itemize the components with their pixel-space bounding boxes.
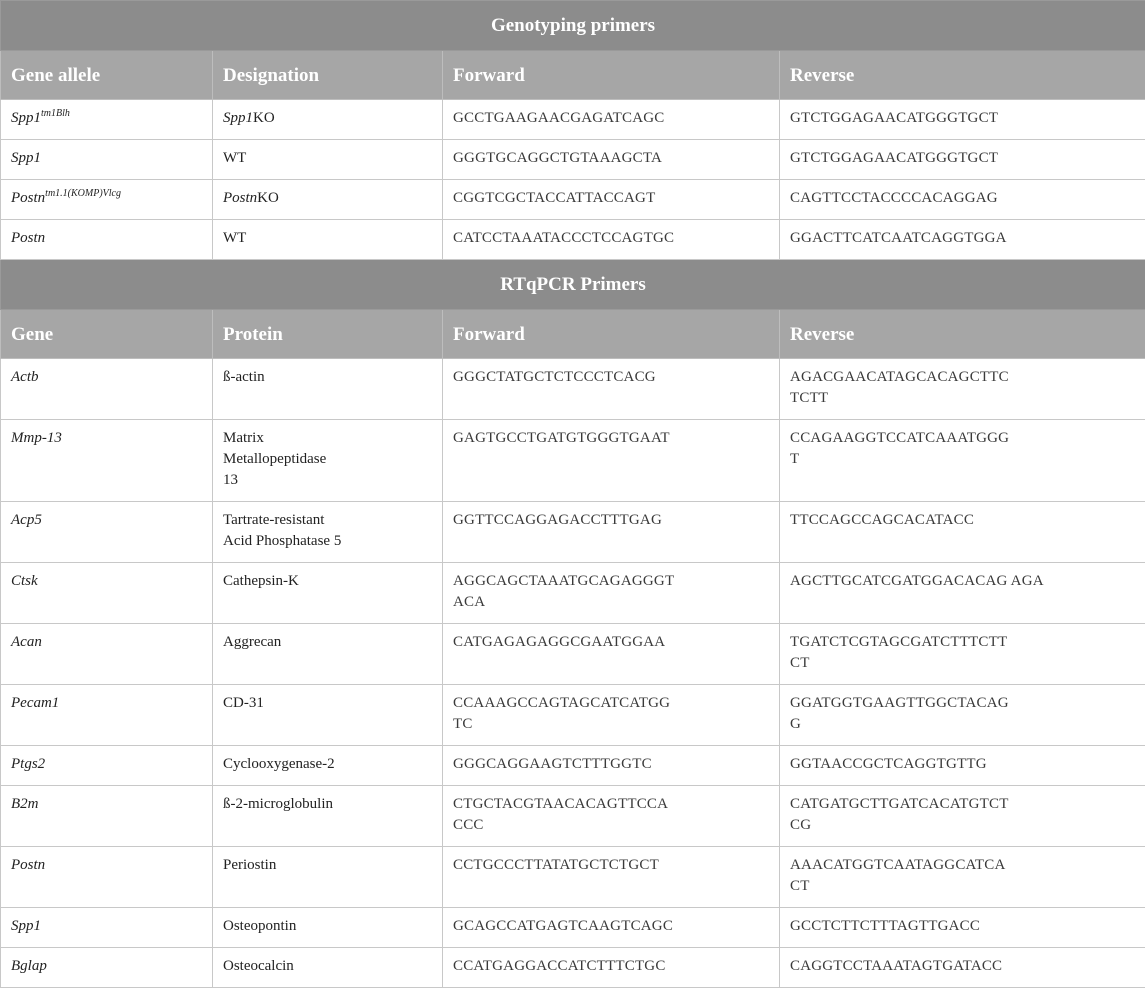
reverse-primer-cell xyxy=(780,685,1145,746)
protein-name: Aggrecan xyxy=(223,634,281,650)
reverse-primer-cell xyxy=(780,100,1145,140)
forward-primer-cell xyxy=(443,685,780,746)
reverse-sequence: TCTT xyxy=(790,390,828,406)
column-header: Reverse xyxy=(780,51,1145,100)
protein-name: Periostin xyxy=(223,857,276,873)
rtqpcr-title-row xyxy=(1,260,1145,310)
gene-name: Actb xyxy=(11,369,39,385)
reverse-sequence: GGTAACCGCTCAGGTGTTG xyxy=(790,756,987,772)
forward-primer-cell xyxy=(443,746,780,786)
reverse-primer-cell xyxy=(780,180,1145,220)
rtqpcr-header-row xyxy=(1,310,1145,359)
column-header: Designation xyxy=(213,51,443,100)
designation-suffix: WT xyxy=(223,150,246,166)
forward-primer-cell xyxy=(443,847,780,908)
forward-sequence: AGGCAGCTAAATGCAGAGGGT xyxy=(453,573,674,589)
forward-primer-cell xyxy=(443,563,780,624)
protein-name: Acid Phosphatase 5 xyxy=(223,533,341,549)
protein-name: CD-31 xyxy=(223,695,264,711)
protein-name: ß-2-microglobulin xyxy=(223,796,333,812)
column-header: Gene xyxy=(1,310,213,359)
designation-gene: Postn xyxy=(223,190,257,206)
gene-name: Spp1 xyxy=(11,918,41,934)
forward-sequence: CCC xyxy=(453,817,484,833)
reverse-sequence: AAACATGGTCAATAGGCATCA xyxy=(790,857,1006,873)
reverse-sequence: GCCTCTTCTTTAGTTGACC xyxy=(790,918,980,934)
gene-cell xyxy=(1,847,213,908)
forward-primer-cell xyxy=(443,908,780,948)
designation-suffix: KO xyxy=(257,190,279,206)
forward-primer-cell xyxy=(443,786,780,847)
forward-sequence: CCAAAGCCAGTAGCATCATGG xyxy=(453,695,670,711)
reverse-primer-cell xyxy=(780,746,1145,786)
reverse-sequence: TTCCAGCCAGCACATACC xyxy=(790,512,974,528)
forward-primer-cell xyxy=(443,220,780,260)
designation-suffix: WT xyxy=(223,230,246,246)
designation-gene: Spp1 xyxy=(223,110,253,126)
reverse-primer-cell xyxy=(780,420,1145,502)
gene-name: Acp5 xyxy=(11,512,42,528)
reverse-sequence: CT xyxy=(790,878,810,894)
reverse-sequence: CAGTTCCTACCCCACAGGAG xyxy=(790,190,998,206)
protein-name: ß-actin xyxy=(223,369,265,385)
column-header: Protein xyxy=(213,310,443,359)
table-row xyxy=(1,746,1145,786)
gene-cell xyxy=(1,908,213,948)
allele-superscript: tm1.1(KOMP)Vlcg xyxy=(45,188,121,199)
protein-name: Cyclooxygenase-2 xyxy=(223,756,335,772)
genotyping-title-row xyxy=(1,1,1145,51)
gene-name: Spp1 xyxy=(11,110,41,126)
designation-cell xyxy=(213,100,443,140)
gene-cell xyxy=(1,502,213,563)
reverse-sequence: GTCTGGAGAACATGGGTGCT xyxy=(790,150,998,166)
gene-name: Mmp-13 xyxy=(11,430,62,446)
forward-sequence: GGTTCCAGGAGACCTTTGAG xyxy=(453,512,662,528)
forward-sequence: CCTGCCCTTATATGCTCTGCT xyxy=(453,857,659,873)
gene-name: Acan xyxy=(11,634,42,650)
reverse-sequence: T xyxy=(790,451,799,467)
protein-cell xyxy=(213,847,443,908)
reverse-sequence: GTCTGGAGAACATGGGTGCT xyxy=(790,110,998,126)
reverse-primer-cell xyxy=(780,786,1145,847)
reverse-primer-cell xyxy=(780,847,1145,908)
protein-cell xyxy=(213,786,443,847)
gene-cell xyxy=(1,563,213,624)
gene-name: Ctsk xyxy=(11,573,38,589)
genotyping-title: Genotyping primers xyxy=(1,1,1145,51)
forward-sequence: GCAGCCATGAGTCAAGTCAGC xyxy=(453,918,673,934)
reverse-sequence: CATGATGCTTGATCACATGTCT xyxy=(790,796,1009,812)
forward-primer-cell xyxy=(443,100,780,140)
protein-name: Metallopeptidase xyxy=(223,451,326,467)
gene-name: Pecam1 xyxy=(11,695,59,711)
forward-sequence: GAGTGCCTGATGTGGGTGAAT xyxy=(453,430,670,446)
forward-sequence: ACA xyxy=(453,594,485,610)
gene-allele-cell xyxy=(1,100,213,140)
forward-sequence: GGGCAGGAAGTCTTTGGTC xyxy=(453,756,652,772)
reverse-primer-cell xyxy=(780,908,1145,948)
table-row xyxy=(1,786,1145,847)
designation-cell xyxy=(213,140,443,180)
rtqpcr-title: RTqPCR Primers xyxy=(1,260,1145,310)
gene-name: Bglap xyxy=(11,958,47,974)
protein-cell xyxy=(213,420,443,502)
designation-cell xyxy=(213,220,443,260)
reverse-sequence: AGCTTGCATCGATGGACACAG AGA xyxy=(790,573,1044,589)
reverse-sequence: G xyxy=(790,716,801,732)
forward-sequence: CATCCTAAATACCCTCCAGTGC xyxy=(453,230,674,246)
reverse-primer-cell xyxy=(780,948,1145,988)
gene-allele-cell xyxy=(1,180,213,220)
forward-primer-cell xyxy=(443,420,780,502)
protein-cell xyxy=(213,359,443,420)
forward-primer-cell xyxy=(443,624,780,685)
protein-name: 13 xyxy=(223,472,238,488)
table-row xyxy=(1,180,1145,220)
forward-sequence: GCCTGAAGAACGAGATCAGC xyxy=(453,110,665,126)
table-row xyxy=(1,563,1145,624)
forward-sequence: GGGCTATGCTCTCCCTCACG xyxy=(453,369,656,385)
protein-cell xyxy=(213,746,443,786)
table-row xyxy=(1,624,1145,685)
table-row xyxy=(1,220,1145,260)
gene-cell xyxy=(1,685,213,746)
reverse-primer-cell xyxy=(780,140,1145,180)
protein-name: Cathepsin-K xyxy=(223,573,299,589)
protein-name: Osteopontin xyxy=(223,918,296,934)
protein-name: Osteocalcin xyxy=(223,958,294,974)
table-row xyxy=(1,140,1145,180)
protein-name: Tartrate-resistant xyxy=(223,512,324,528)
gene-allele-cell xyxy=(1,140,213,180)
gene-name: Postn xyxy=(11,230,45,246)
gene-name: Spp1 xyxy=(11,150,41,166)
forward-sequence: CATGAGAGAGGCGAATGGAA xyxy=(453,634,665,650)
table-row xyxy=(1,908,1145,948)
gene-allele-cell xyxy=(1,220,213,260)
gene-cell xyxy=(1,624,213,685)
gene-name: Ptgs2 xyxy=(11,756,45,772)
table-row xyxy=(1,502,1145,563)
gene-name: B2m xyxy=(11,796,39,812)
table-row xyxy=(1,420,1145,502)
forward-sequence: CGGTCGCTACCATTACCAGT xyxy=(453,190,655,206)
column-header: Reverse xyxy=(780,310,1145,359)
reverse-sequence: CAGGTCCTAAATAGTGATACC xyxy=(790,958,1002,974)
protein-cell xyxy=(213,908,443,948)
column-header: Forward xyxy=(443,51,780,100)
gene-cell xyxy=(1,420,213,502)
protein-cell xyxy=(213,563,443,624)
forward-sequence: CTGCTACGTAACACAGTTCCA xyxy=(453,796,668,812)
forward-sequence: TC xyxy=(453,716,473,732)
forward-primer-cell xyxy=(443,502,780,563)
designation-suffix: KO xyxy=(253,110,275,126)
protein-cell xyxy=(213,502,443,563)
gene-cell xyxy=(1,746,213,786)
protein-cell xyxy=(213,624,443,685)
reverse-primer-cell xyxy=(780,359,1145,420)
table-row xyxy=(1,359,1145,420)
reverse-sequence: TGATCTCGTAGCGATCTTTCTT xyxy=(790,634,1007,650)
gene-cell xyxy=(1,948,213,988)
genotyping-header-row xyxy=(1,51,1145,100)
table-row xyxy=(1,685,1145,746)
forward-primer-cell xyxy=(443,140,780,180)
table-row xyxy=(1,847,1145,908)
forward-primer-cell xyxy=(443,948,780,988)
designation-cell xyxy=(213,180,443,220)
reverse-sequence: AGACGAACATAGCACAGCTTC xyxy=(790,369,1009,385)
column-header: Forward xyxy=(443,310,780,359)
gene-cell xyxy=(1,786,213,847)
protein-name: Matrix xyxy=(223,430,264,446)
reverse-primer-cell xyxy=(780,220,1145,260)
reverse-sequence: GGATGGTGAAGTTGGCTACAG xyxy=(790,695,1009,711)
forward-primer-cell xyxy=(443,180,780,220)
reverse-sequence: CCAGAAGGTCCATCAAATGGG xyxy=(790,430,1009,446)
forward-sequence: GGGTGCAGGCTGTAAAGCTA xyxy=(453,150,662,166)
table-row xyxy=(1,100,1145,140)
column-header: Gene allele xyxy=(1,51,213,100)
protein-cell xyxy=(213,685,443,746)
table-row xyxy=(1,948,1145,988)
forward-sequence: CCATGAGGACCATCTTTCTGC xyxy=(453,958,666,974)
forward-primer-cell xyxy=(443,359,780,420)
reverse-sequence: CG xyxy=(790,817,811,833)
reverse-sequence: CT xyxy=(790,655,810,671)
reverse-primer-cell xyxy=(780,563,1145,624)
protein-cell xyxy=(213,948,443,988)
gene-name: Postn xyxy=(11,857,45,873)
reverse-primer-cell xyxy=(780,624,1145,685)
gene-name: Postn xyxy=(11,190,45,206)
reverse-sequence: GGACTTCATCAATCAGGTGGA xyxy=(790,230,1007,246)
allele-superscript: tm1Blh xyxy=(41,108,70,119)
reverse-primer-cell xyxy=(780,502,1145,563)
gene-cell xyxy=(1,359,213,420)
